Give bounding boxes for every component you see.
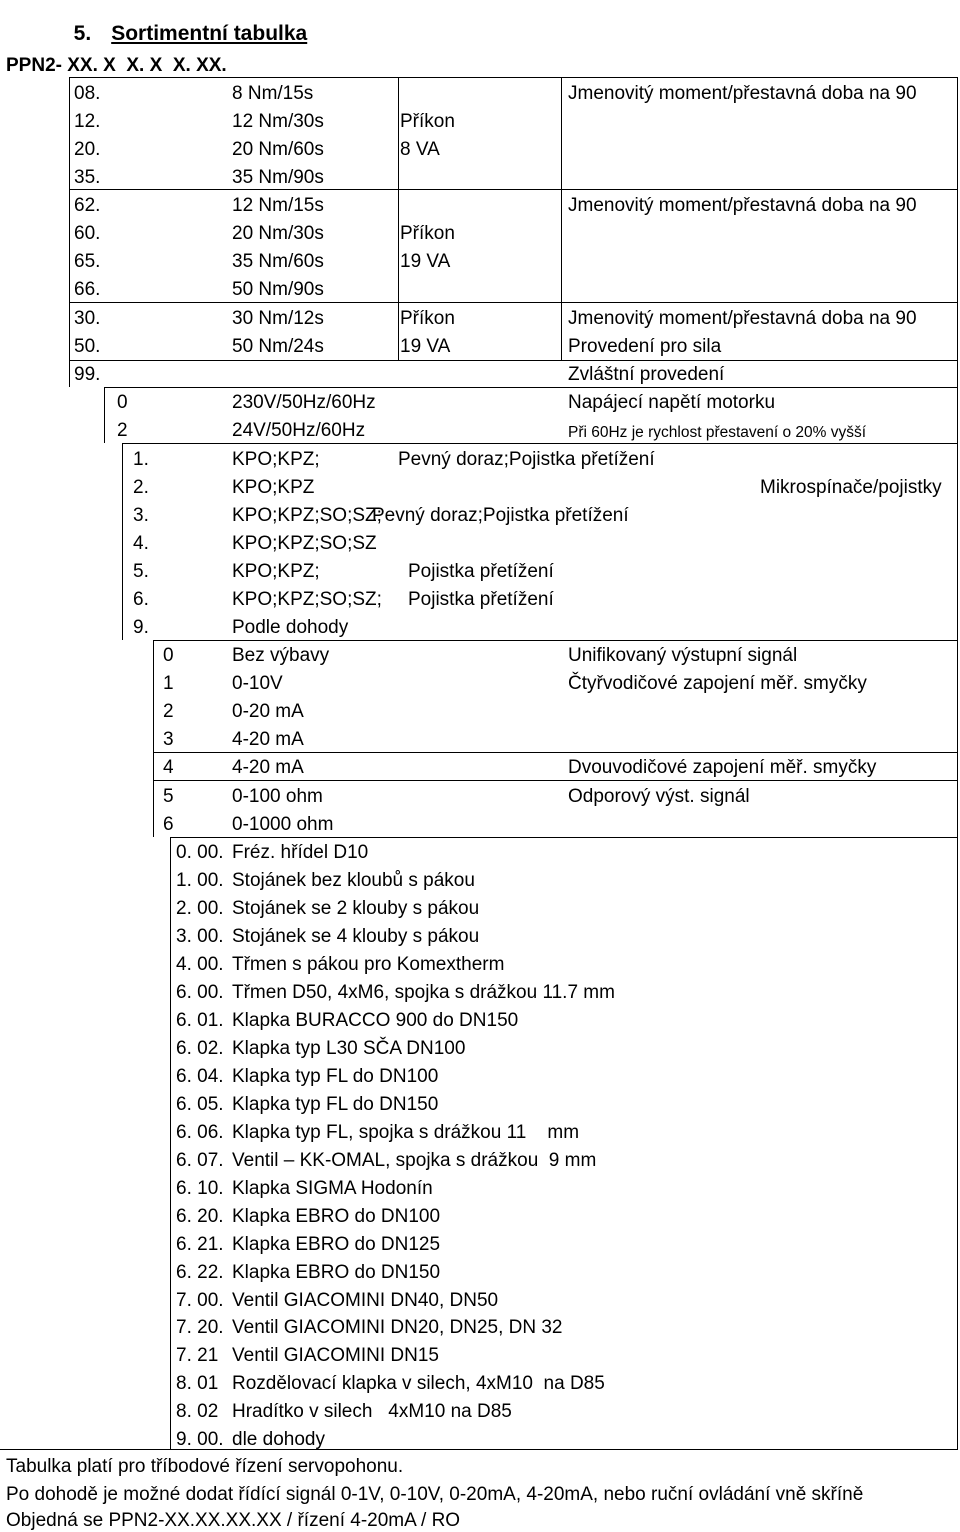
signal-value: 4-20 mA	[232, 729, 304, 750]
accessory-desc: Klapka EBRO do DN100	[232, 1206, 441, 1227]
accessory-desc: Klapka BURACCO 900 do DN150	[232, 1010, 519, 1031]
accessory-desc: Klapka EBRO do DN125	[232, 1234, 441, 1255]
switch-value: KPO;KPZ	[232, 477, 315, 498]
torque-cell: 35 Nm/90s	[232, 167, 324, 188]
accessory-desc: Ventil GIACOMINI DN40, DN50	[232, 1290, 499, 1311]
torque-cell: 30 Nm/12s	[232, 308, 324, 329]
torque-cell: 50 Nm/24s	[232, 336, 324, 357]
section-title: Sortimentní tabulka	[111, 22, 308, 45]
accessory-code: 2. 00.	[176, 898, 224, 919]
accessory-desc: Třmen s pákou pro Komextherm	[232, 954, 505, 975]
accessory-code: 3. 00.	[176, 926, 224, 947]
code-cell: 08.	[74, 83, 101, 104]
switch-desc: Pevný doraz;Pojistka přetížení	[398, 449, 655, 470]
accessory-code: 6. 07.	[176, 1150, 224, 1171]
code-cell: 5	[163, 786, 174, 807]
signal-note: Unifikovaný výstupní signál	[568, 645, 798, 666]
code-cell: 20.	[74, 139, 101, 160]
footer-line: Po dohodě je možné dodat řídící signál 0-1V, 0-10V, 0-20mA, 4-20mA, nebo ruční ovládání vně skříně	[6, 1484, 864, 1505]
group-note-2: Provedení pro sila	[568, 336, 722, 357]
accessory-code: 6. 06.	[176, 1122, 224, 1143]
power-value: 8 VA	[400, 139, 440, 160]
power-label: Příkon	[400, 111, 455, 132]
accessory-desc: Stojánek se 2 klouby s pákou	[232, 898, 480, 919]
accessory-code: 6. 05.	[176, 1094, 224, 1115]
footer-line: Objedná se PPN2-XX.XX.XX.XX / řízení 4-20mA / RO	[6, 1510, 461, 1531]
accessory-code: 6. 00.	[176, 982, 224, 1003]
voltage-value: 24V/50Hz/60Hz	[232, 420, 366, 441]
signal-value: 0-100 ohm	[232, 786, 323, 807]
accessory-desc: Ventil GIACOMINI DN20, DN25, DN 32	[232, 1317, 563, 1338]
signal-value: 0-1000 ohm	[232, 814, 334, 835]
accessory-code: 0. 00.	[176, 842, 224, 863]
accessory-desc: Klapka SIGMA Hodonín	[232, 1178, 433, 1199]
power-label: Příkon	[400, 223, 455, 244]
power-label: Příkon	[400, 308, 455, 329]
code-cell: 0	[117, 392, 128, 413]
code-cell: 66.	[74, 279, 101, 300]
accessory-code: 8. 02	[176, 1401, 219, 1422]
accessory-code: 6. 02.	[176, 1038, 224, 1059]
code-cell: 2.	[133, 477, 149, 498]
code-cell: 4	[163, 757, 174, 778]
accessory-desc: Klapka typ FL do DN100	[232, 1066, 439, 1087]
special-note: Zvláštní provedení	[568, 364, 725, 385]
code-cell: 3	[163, 729, 174, 750]
accessory-desc: Stojánek bez kloubů s pákou	[232, 870, 475, 891]
code-cell: 6.	[133, 589, 149, 610]
accessory-code: 6. 21.	[176, 1234, 224, 1255]
switch-desc: Pojistka přetížení	[408, 561, 554, 582]
signal-value: Bez výbavy	[232, 645, 330, 666]
switch-desc: Pevný doraz;Pojistka přetížení	[372, 505, 629, 526]
accessory-desc: Rozdělovací klapka v silech, 4xM10 na D85	[232, 1373, 605, 1394]
switch-value: KPO;KPZ;	[232, 561, 320, 582]
code-cell: 5.	[133, 561, 149, 582]
footer-line: Tabulka platí pro tříbodové řízení servopohonu.	[6, 1456, 404, 1477]
accessory-code: 6. 01.	[176, 1010, 224, 1031]
voltage-note: Napájecí napětí motorku	[568, 392, 776, 413]
accessory-desc: Stojánek se 4 klouby s pákou	[232, 926, 480, 947]
signal-note: Dvouvodičové zapojení měř. smyčky	[568, 757, 877, 778]
accessory-code: 1. 00.	[176, 870, 224, 891]
signal-note: Čtyřvodičové zapojení měř. smyčky	[568, 673, 867, 694]
power-value: 19 VA	[400, 336, 451, 357]
accessory-desc: Třmen D50, 4xM6, spojka s drážkou 11.7 mm	[232, 982, 615, 1003]
torque-cell: 20 Nm/30s	[232, 223, 324, 244]
accessory-desc: dle dohody	[232, 1429, 325, 1450]
voltage-value: 230V/50Hz/60Hz	[232, 392, 376, 413]
switch-value: KPO;KPZ;SO;SZ	[232, 533, 377, 554]
code-cell: 3.	[133, 505, 149, 526]
code-cell: 99.	[74, 364, 101, 385]
switches-note: Mikrospínače/pojistky	[760, 477, 942, 498]
code-cell: 0	[163, 645, 174, 666]
switch-value: KPO;KPZ;SO;SZ;	[232, 589, 382, 610]
torque-cell: 50 Nm/90s	[232, 279, 324, 300]
accessory-code: 6. 22.	[176, 1262, 224, 1283]
accessory-code: 4. 00.	[176, 954, 224, 975]
accessory-desc: Ventil – KK-OMAL, spojka s drážkou 9 mm	[232, 1150, 597, 1171]
accessory-desc: Klapka typ FL, spojka s drážkou 11 mm	[232, 1122, 580, 1143]
section-number: 5.	[73, 22, 92, 45]
switch-value: KPO;KPZ;SO;SZ;	[232, 505, 382, 526]
switch-value: KPO;KPZ;	[232, 449, 320, 470]
accessory-code: 6. 20.	[176, 1206, 224, 1227]
torque-cell: 12 Nm/15s	[232, 195, 324, 216]
voltage-note: Při 60Hz je rychlost přestavení o 20% vyšší	[568, 424, 867, 441]
group-note: Jmenovitý moment/přestavná doba na 90	[568, 83, 917, 104]
accessory-desc: Ventil GIACOMINI DN15	[232, 1345, 439, 1366]
accessory-code: 7. 00.	[176, 1290, 224, 1311]
accessory-code: 8. 01	[176, 1373, 219, 1394]
signal-value: 4-20 mA	[232, 757, 304, 778]
accessory-desc: Hradítko v silech 4xM10 na D85	[232, 1401, 512, 1422]
switch-value: Podle dohody	[232, 617, 349, 638]
code-cell: 6	[163, 814, 174, 835]
accessory-code: 9. 00.	[176, 1429, 224, 1450]
power-value: 19 VA	[400, 251, 451, 272]
accessory-code: 7. 20.	[176, 1317, 224, 1338]
group-note: Jmenovitý moment/přestavná doba na 90	[568, 195, 917, 216]
switch-desc: Pojistka přetížení	[408, 589, 554, 610]
accessory-desc: Klapka EBRO do DN150	[232, 1262, 441, 1283]
code-cell: 12.	[74, 111, 101, 132]
code-cell: 1.	[133, 449, 149, 470]
accessory-code: 7. 21	[176, 1345, 219, 1366]
code-cell: 9.	[133, 617, 149, 638]
code-cell: 2	[163, 701, 174, 722]
code-cell: 35.	[74, 167, 101, 188]
signal-note: Odporový výst. signál	[568, 786, 750, 807]
code-cell: 60.	[74, 223, 101, 244]
code-cell: 62.	[74, 195, 101, 216]
accessory-desc: Klapka typ L30 SČA DN100	[232, 1038, 466, 1059]
torque-cell: 20 Nm/60s	[232, 139, 324, 160]
torque-cell: 35 Nm/60s	[232, 251, 324, 272]
accessory-code: 6. 10.	[176, 1178, 224, 1199]
accessory-desc: Klapka typ FL do DN150	[232, 1094, 439, 1115]
torque-cell: 8 Nm/15s	[232, 83, 314, 104]
signal-value: 0-20 mA	[232, 701, 304, 722]
code-cell: 30.	[74, 308, 101, 329]
code-cell: 1	[163, 673, 174, 694]
signal-value: 0-10V	[232, 673, 283, 694]
code-cell: 65.	[74, 251, 101, 272]
code-cell: 2	[117, 420, 128, 441]
torque-cell: 12 Nm/30s	[232, 111, 324, 132]
code-cell: 4.	[133, 533, 149, 554]
code-cell: 50.	[74, 336, 101, 357]
accessory-code: 6. 04.	[176, 1066, 224, 1087]
section-heading	[62, 1, 307, 45]
group-note: Jmenovitý moment/přestavná doba na 90	[568, 308, 917, 329]
accessory-desc: Fréz. hřídel D10	[232, 842, 369, 863]
order-code-title: PPN2- XX. X X. X X. XX.	[6, 55, 227, 76]
